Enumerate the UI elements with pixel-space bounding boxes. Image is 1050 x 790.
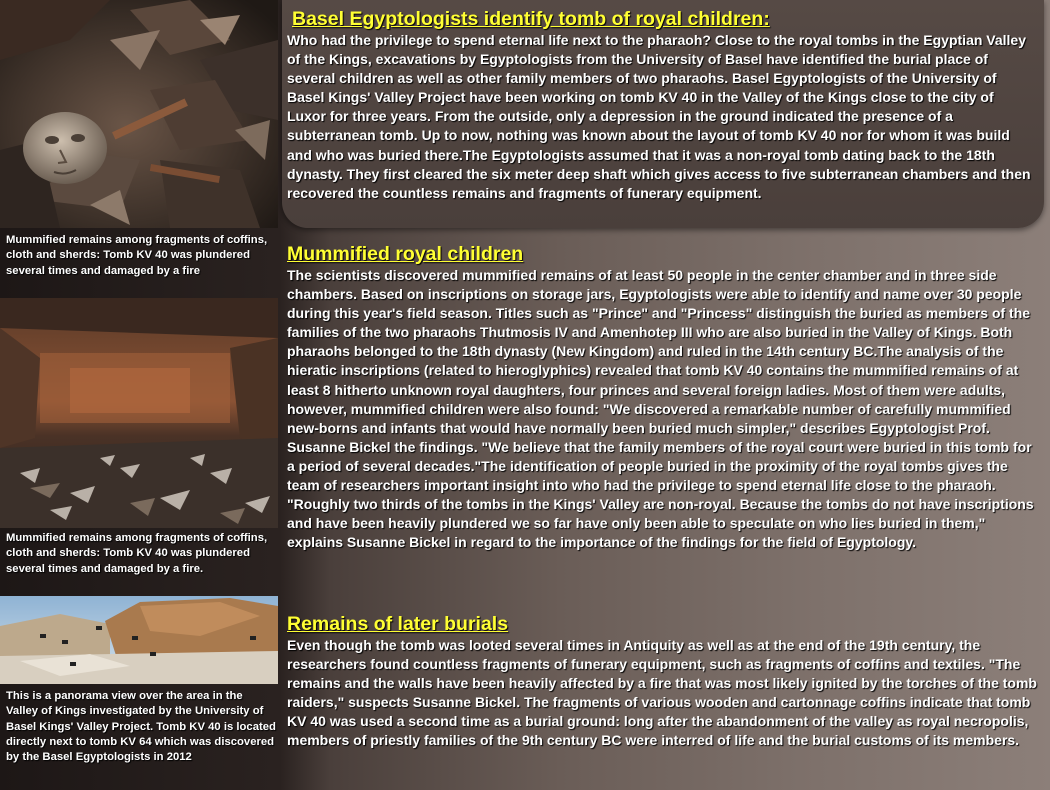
section-body-mummified: The scientists discovered mummified remains of at least 50 people in the center chamber and in three side chambers. Based on inscriptions on storage jars, Egyptologists were able to identify and name over 30 people during this year's field season. Titles such as "Prince" and "Princess" distinguish the buried as members of the families of the two pharaohs Thutmosis IV and Amenhotep III who are also buried in the Valley of Kings. Both pharaohs belonged to the 18th dynasty (New Kingdom) and ruled in the 14th century BC.The analysis of the hieratic inscriptions (related to hieroglyphics) revealed that tomb KV 40 contains the mummified remains of at least 8 hitherto unknown royal daughters, four princes and several foreign ladies. Most of them were adults, however, mummified children were also found: "We discovered a remarkable number of carefully mummified new-borns and infants that would have normally been buried much simpler," describes Egyptologist Prof. Susanne Bickel the findings. "We believe that the family members of the royal court were buried in this tomb for a period of several decades."The identification of people buried in the proximity of the royal tombs gives the team of researchers important insight into who had the privilege to spend eternal life close to the pharaoh. "Roughly two thirds of the tombs in the Kings' Valley are non-royal. Because the tombs do not have inscriptions and have been heavily plundered we so far have only been able to speculate on who lies buried in them," explains Susanne Bickel in regard to the importance of the findings for the field of Egyptology.	[287, 267, 1034, 551]
photo-tomb-chamber	[0, 298, 278, 528]
section-heading-later-burials: Remains of later burials	[287, 613, 509, 635]
photo-valley-panorama	[0, 596, 278, 684]
section-body-later-burials: Even though the tomb was looted several times in Antiquity as well as at the end of the 19th century, the researchers found countless fragments of funerary equipment, such as fragments of coffins and textiles. "The remains and the walls have been heavily affected by a fire that was most likely ignited by the torches of the tomb raiders," suspects Susanne Bickel. The fragments of various wooden and cartonnage coffins indicate that tomb KV 40 was used a second time as a burial ground: long after the abandonment of the valley as royal necropolis, members of priestly families of the 9th century BC were interred of life and the burial customs of its members.	[287, 637, 1037, 749]
tomb-chamber-image	[0, 298, 278, 528]
section-heading-mummified: Mummified royal children	[287, 243, 524, 265]
valley-panorama-image	[0, 596, 278, 684]
section-heading-intro: Basel Egyptologists identify tomb of royal children:	[292, 8, 770, 30]
photo-caption-3: This is a panorama view over the area in the Valley of Kings investigated by the University of Basel Kings' Valley Project. Tomb KV 40 is located directly next to tomb KV 64 which was discovered by the Basel Egyptologists in 2012	[6, 690, 276, 764]
photo-caption-1: Mummified remains among fragments of coffins, cloth and sherds: Tomb KV 40 was plundered several times and damaged by a fire	[6, 234, 268, 277]
photo-mummy-head	[0, 0, 278, 228]
section-body-intro: Who had the privilege to spend eternal life next to the pharaoh? Close to the royal tombs in the Egyptian Valley of the Kings, excavations by Egyptologists from the University of Basel have identified the burial place of several children as well as other family members of two pharaohs. Basel Egyptologists of the University of Basel Kings' Valley Project have been working on tomb KV 40 in the Valley of the Kings close to the city of Luxor for three years. From the outside, only a depression in the ground indicated the presence of a subterranean tomb. Up to now, nothing was known about the layout of tomb KV 40 nor for whom it was build and who was buried there.The Egyptologists assumed that it was a non-royal tomb dating back to the 18th dynasty. They first cleared the six meter deep shaft which gives access to five subterranean chambers and then recovered the countless remains and fragments of funerary equipment.	[287, 32, 1031, 201]
mummy-head-image	[0, 0, 278, 228]
photo-caption-2: Mummified remains among fragments of coffins, cloth and sherds: Tomb KV 40 was plundered several times and damaged by a fire.	[6, 532, 268, 575]
